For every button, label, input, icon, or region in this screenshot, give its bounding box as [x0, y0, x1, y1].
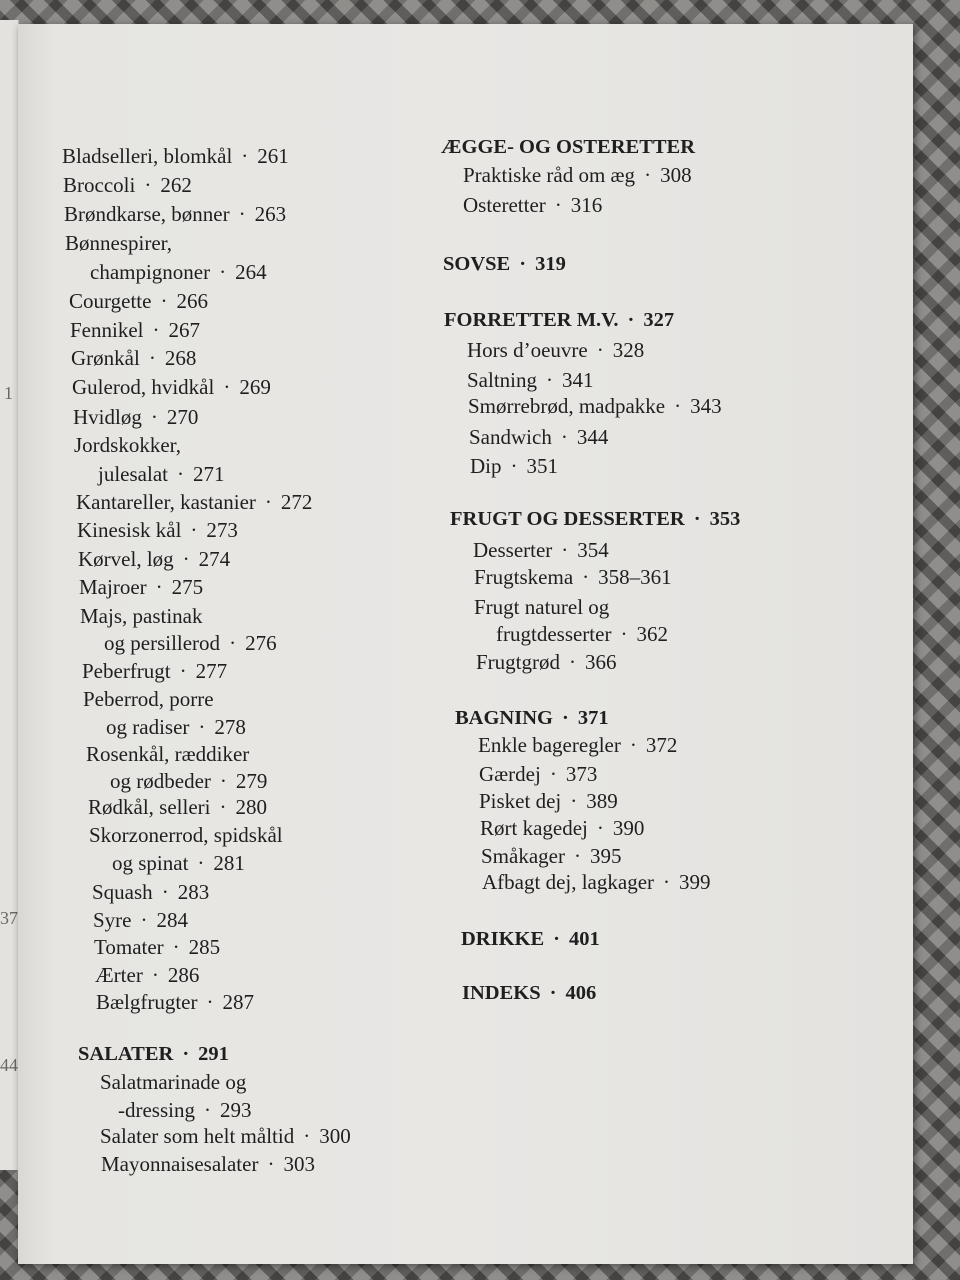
entry-text: SALATER: [78, 1043, 174, 1065]
separator-dot: ·: [182, 1043, 190, 1065]
index-entry: [78, 549, 230, 570]
separator-dot: ·: [560, 425, 568, 449]
entry-text: Squash: [92, 880, 153, 904]
separator-dot: ·: [627, 309, 635, 331]
index-entry: [65, 233, 172, 254]
page-number: 395: [589, 844, 622, 868]
separator-dot: ·: [160, 289, 168, 313]
index-entry: [481, 846, 621, 867]
separator-dot: ·: [644, 163, 652, 187]
index-entry: [98, 464, 224, 485]
entry-text: Osteretter: [463, 193, 546, 217]
separator-dot: ·: [674, 394, 682, 418]
index-entry: [476, 652, 617, 673]
entry-text: DRIKKE: [461, 928, 545, 950]
page-number: 344: [576, 425, 609, 449]
entry-text: Dip: [470, 454, 502, 478]
separator-dot: ·: [206, 990, 214, 1014]
index-entry: [463, 165, 692, 186]
section-heading: [462, 983, 596, 1004]
page-number: 272: [280, 490, 313, 514]
index-entry: [474, 597, 609, 618]
separator-dot: ·: [629, 733, 637, 757]
entry-text: Grønkål: [71, 346, 140, 370]
separator-dot: ·: [182, 547, 190, 571]
index-entry: [496, 624, 668, 645]
page-number: 286: [167, 963, 200, 987]
separator-dot: ·: [596, 338, 604, 362]
entry-text: Kinesisk kål: [77, 518, 182, 542]
margin-mark: 37: [0, 908, 18, 928]
separator-dot: ·: [204, 1098, 211, 1122]
entry-text: frugtdesserter: [496, 622, 612, 646]
page-number: 341: [562, 368, 594, 392]
page-number: 269: [239, 375, 271, 399]
entry-text: Hvidløg: [73, 405, 142, 429]
separator-dot: ·: [219, 260, 227, 284]
index-entry: [77, 520, 238, 541]
index-entry: [76, 492, 312, 513]
page-number: 293: [220, 1098, 252, 1122]
page-number: 291: [198, 1043, 229, 1065]
page-number: 300: [319, 1124, 351, 1148]
entry-text: Gærdej: [479, 762, 541, 786]
separator-dot: ·: [152, 318, 160, 342]
entry-text: Rosenkål, ræddiker: [86, 742, 250, 766]
page-number: 390: [612, 816, 645, 840]
page-number: 264: [235, 260, 267, 284]
entry-text: Majs, pastinak: [80, 604, 203, 628]
index-entry: [96, 992, 254, 1013]
index-entry: [86, 744, 249, 765]
index-entry: [469, 427, 608, 448]
page-number: 275: [171, 575, 204, 599]
entry-text: Bladselleri, blomkål: [62, 144, 233, 168]
index-entry: [104, 633, 277, 654]
page-number: 373: [565, 762, 598, 786]
separator-dot: ·: [561, 707, 569, 729]
index-entry: [71, 348, 196, 369]
entry-text: Bælgfrugter: [96, 990, 198, 1014]
entry-text: Salatmarinade og: [100, 1070, 247, 1094]
entry-text: Syre: [93, 908, 132, 932]
entry-text: Skorzonerrod, spidskål: [89, 823, 283, 847]
adjacent-page-edge: [0, 20, 19, 1170]
page-number: 261: [257, 144, 289, 168]
entry-text: Brøndkarse, bønner: [64, 202, 230, 226]
page-number: 267: [168, 318, 200, 342]
separator-dot: ·: [148, 346, 156, 370]
entry-text: og rødbeder: [110, 769, 211, 793]
entry-text: Tomater: [94, 935, 164, 959]
separator-dot: ·: [510, 454, 518, 478]
page-number: 353: [709, 508, 741, 530]
page-number: 266: [176, 289, 208, 313]
separator-dot: ·: [303, 1124, 311, 1148]
page-number: 316: [570, 193, 603, 217]
separator-dot: ·: [554, 193, 562, 217]
entry-text: Gulerod, hvidkål: [72, 375, 215, 399]
index-entry: [480, 818, 644, 839]
entry-text: FORRETTER M.V.: [444, 309, 619, 331]
index-entry: [63, 175, 192, 196]
entry-text: Praktiske råd om æg: [463, 163, 636, 187]
separator-dot: ·: [693, 508, 701, 530]
separator-dot: ·: [519, 253, 527, 275]
index-entry: [80, 606, 202, 627]
index-entry: [106, 717, 246, 738]
page-number: 278: [214, 715, 246, 739]
index-entry: [94, 937, 220, 958]
section-heading: [450, 509, 740, 530]
page-number: 274: [198, 547, 231, 571]
separator-dot: ·: [546, 368, 554, 392]
separator-dot: ·: [569, 650, 576, 674]
margin-mark: 1: [4, 383, 13, 403]
index-entry: [83, 689, 214, 710]
page-number: 358–361: [598, 565, 672, 589]
page-number: 399: [679, 870, 711, 894]
entry-text: Kørvel, løg: [78, 547, 174, 571]
entry-text: Peberfrugt: [82, 659, 171, 683]
page-number: 271: [192, 462, 225, 486]
separator-dot: ·: [150, 405, 158, 429]
entry-text: FRUGT OG DESSERTER: [450, 508, 685, 530]
entry-text: Pisket dej: [479, 789, 562, 813]
separator-dot: ·: [596, 816, 604, 840]
index-entry: [70, 320, 200, 341]
separator-dot: ·: [549, 982, 557, 1004]
separator-dot: ·: [663, 870, 671, 894]
page-number: 276: [245, 631, 277, 655]
entry-text: og spinat: [112, 851, 189, 875]
page-number: 308: [660, 163, 692, 187]
section-heading: [455, 708, 609, 729]
index-entry: [479, 791, 618, 812]
entry-text: Fennikel: [70, 318, 144, 342]
page-number: 389: [586, 789, 618, 813]
index-entry: [62, 146, 289, 167]
page-number: 279: [235, 769, 268, 793]
page-number: 327: [643, 309, 675, 331]
separator-dot: ·: [198, 715, 206, 739]
entry-text: Salater som helt måltid: [100, 1124, 295, 1148]
page-number: 280: [235, 795, 267, 819]
entry-text: Mayonnaisesalater: [101, 1152, 259, 1176]
book-page: [18, 24, 913, 1264]
entry-text: -dressing: [118, 1098, 195, 1122]
separator-dot: ·: [219, 795, 227, 819]
entry-text: Kantareller, kastanier: [76, 490, 256, 514]
entry-text: Frugt naturel og: [474, 595, 610, 619]
index-entry: [64, 204, 286, 225]
index-entry: [473, 540, 609, 561]
index-entry: [69, 291, 208, 312]
separator-dot: ·: [620, 622, 628, 646]
entry-text: Courgette: [69, 289, 152, 313]
entry-text: INDEKS: [462, 982, 541, 1004]
page-number: 362: [636, 622, 668, 646]
page-number: 263: [254, 202, 287, 226]
section-heading: [441, 137, 695, 158]
entry-text: Majroer: [79, 575, 147, 599]
index-entry: [82, 661, 227, 682]
entry-text: Rørt kagedej: [480, 816, 588, 840]
entry-text: ÆGGE- OG OSTERETTER: [441, 136, 696, 158]
index-entry: [470, 456, 558, 477]
index-entry: [110, 771, 267, 792]
section-heading: [461, 929, 600, 950]
separator-dot: ·: [151, 963, 159, 987]
separator-dot: ·: [219, 769, 227, 793]
index-entry: [92, 882, 209, 903]
entry-text: Hors d’oeuvre: [467, 338, 588, 362]
index-entry: [467, 340, 644, 361]
separator-dot: ·: [573, 844, 581, 868]
entry-text: Enkle bageregler: [478, 733, 621, 757]
entry-text: champignoner: [90, 260, 211, 284]
page-number: 406: [565, 982, 597, 1004]
separator-dot: ·: [179, 659, 187, 683]
section-heading: [78, 1044, 229, 1065]
page-number: 328: [612, 338, 645, 362]
page-number: 366: [585, 650, 617, 674]
index-entry: [100, 1126, 351, 1147]
entry-text: Frugtgrød: [476, 650, 560, 674]
index-entry: [468, 396, 722, 417]
entry-text: Frugtskema: [474, 565, 574, 589]
separator-dot: ·: [176, 462, 184, 486]
index-entry: [89, 825, 283, 846]
index-entry: [474, 567, 672, 588]
separator-dot: ·: [223, 375, 231, 399]
index-entry: [463, 195, 602, 216]
page-number: 277: [195, 659, 228, 683]
index-entry: [482, 872, 711, 893]
entry-text: Saltning: [467, 368, 538, 392]
entry-text: Ærter: [95, 963, 143, 987]
page-number: 343: [690, 394, 722, 418]
separator-dot: ·: [161, 880, 169, 904]
entry-text: Bønnespirer,: [65, 231, 173, 255]
entry-text: Rødkål, selleri: [88, 795, 211, 819]
margin-mark: 44: [0, 1055, 18, 1075]
index-entry: [90, 262, 267, 283]
separator-dot: ·: [197, 851, 205, 875]
separator-dot: ·: [140, 908, 148, 932]
entry-text: Desserter: [473, 538, 553, 562]
separator-dot: ·: [570, 789, 578, 813]
page-number: 268: [164, 346, 197, 370]
entry-text: Peberrod, porre: [83, 687, 214, 711]
page-number: 351: [526, 454, 558, 478]
entry-text: og radiser: [106, 715, 190, 739]
index-entry: [72, 377, 271, 398]
section-heading: [444, 310, 674, 331]
page-number: 372: [645, 733, 678, 757]
entry-text: og persillerod: [104, 631, 221, 655]
separator-dot: ·: [241, 144, 249, 168]
page-number: 270: [166, 405, 199, 429]
entry-text: SOVSE: [443, 253, 511, 275]
index-entry: [479, 764, 597, 785]
separator-dot: ·: [238, 202, 246, 226]
index-entry: [73, 407, 198, 428]
index-entry: [95, 965, 199, 986]
index-entry: [112, 853, 245, 874]
entry-text: Afbagt dej, lagkager: [482, 870, 655, 894]
page-number: 284: [156, 908, 188, 932]
index-entry: [88, 797, 267, 818]
page-number: 319: [535, 253, 566, 275]
page-number: 285: [188, 935, 221, 959]
index-entry: [467, 370, 594, 391]
entry-text: Broccoli: [63, 173, 136, 197]
separator-dot: ·: [582, 565, 590, 589]
separator-dot: ·: [267, 1152, 275, 1176]
index-entry: [100, 1072, 246, 1093]
page-number: 401: [569, 928, 600, 950]
entry-text: BAGNING: [455, 707, 553, 729]
entry-text: julesalat: [98, 462, 168, 486]
separator-dot: ·: [561, 538, 569, 562]
index-entry: [478, 735, 677, 756]
separator-dot: ·: [155, 575, 163, 599]
page-number: 303: [283, 1152, 315, 1176]
page-number: 287: [222, 990, 254, 1014]
entry-text: Smørrebrød, madpakke: [468, 394, 666, 418]
index-entry: [79, 577, 203, 598]
separator-dot: ·: [229, 631, 237, 655]
entry-text: Småkager: [481, 844, 565, 868]
separator-dot: ·: [144, 173, 152, 197]
index-entry: [93, 910, 188, 931]
section-heading: [443, 254, 566, 275]
page-number: 281: [213, 851, 245, 875]
separator-dot: ·: [549, 762, 557, 786]
page-number: 262: [160, 173, 192, 197]
index-entry: [74, 435, 181, 456]
index-entry: [118, 1100, 252, 1121]
index-entry: [101, 1154, 315, 1175]
page-number: 273: [206, 518, 238, 542]
separator-dot: ·: [172, 935, 180, 959]
page-number: 354: [577, 538, 609, 562]
separator-dot: ·: [264, 490, 272, 514]
separator-dot: ·: [553, 928, 560, 950]
page-number: 371: [577, 707, 609, 729]
page-number: 283: [177, 880, 210, 904]
entry-text: Jordskokker,: [74, 433, 182, 457]
separator-dot: ·: [190, 518, 198, 542]
entry-text: Sandwich: [469, 425, 552, 449]
